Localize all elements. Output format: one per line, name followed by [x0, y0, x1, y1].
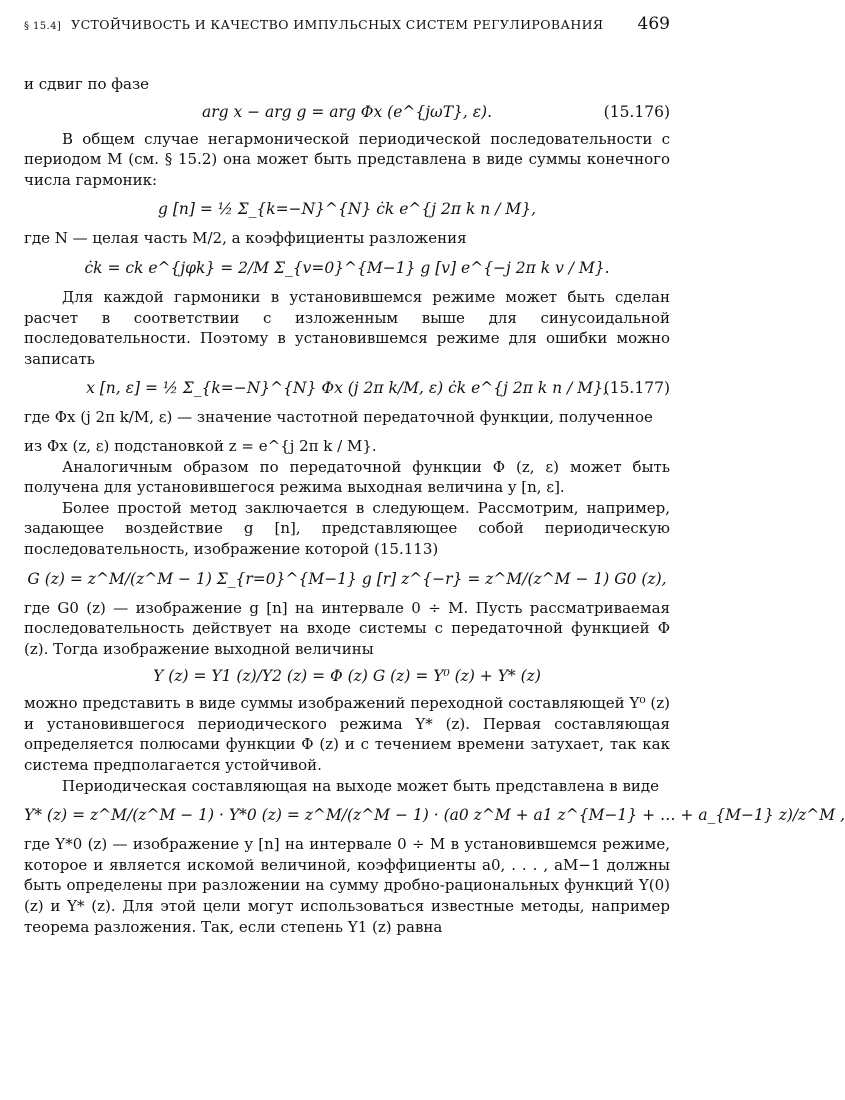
equation-text: Y (z) = Y1 (z)/Y2 (z) = Φ (z) G (z) = Y⁰ (z) + Y* (z) [153, 667, 541, 686]
equation-number: (15.176) [603, 102, 670, 121]
page [24, 14, 845, 937]
paragraph-1: и сдвиг по фазе [24, 75, 150, 93]
running-header [24, 14, 670, 34]
paragraph-3: где N — целая часть M/2, а коэффициенты разложения [24, 229, 467, 248]
page-number: 469 [637, 14, 670, 34]
equation-Y-star [24, 806, 845, 825]
header-left [24, 17, 603, 32]
paragraph-8: где G0 (z) — изображение g [n] на интервале 0 ÷ M. Пусть рассматриваемая последовательность действует на входе системы с передаточной функцией Φ (z). Тогда изображение выходной величины [24, 598, 670, 658]
equation-text: G (z) = z^M/(z^M − 1) Σ_{r=0}^{M−1} g [r] z^{−r} = z^M/(z^M − 1) G0 (z), [27, 569, 667, 588]
paragraph-4: Для каждой гармоники в установившемся режиме может быть сделан расчет в соответствии с изложенным выше для синусоидальной последовательности. Поэтому в установившемся режиме для ошибки можно записать [24, 287, 670, 368]
equation-G [24, 570, 670, 588]
equation-g-sum [24, 200, 670, 218]
equation-Y [24, 667, 670, 685]
equation-text: arg x − arg g = arg Φx (e^{jωT}, ε). [201, 102, 493, 121]
paragraph-5a: где Φx (j 2π k/M, ε) — значение частотной передаточной функции, полученное [24, 408, 653, 427]
paragraph-6: Аналогичным образом по передаточной функции Φ (z, ε) может быть получена для установившегося режима выходная величина y [n, ε]. [24, 457, 670, 497]
equation-text: g [n] = ½ Σ_{k=−N}^{N} ċk e^{j 2π k n / M}, [157, 200, 537, 219]
paragraph-10: Периодическая составляющая на выходе может быть представлена в виде [62, 776, 660, 795]
paragraph-2: В общем случае негармонической периодической последовательности с периодом M (см. § 15.2) она может быть представлена в виде суммы конечного числа гармоник: [24, 129, 670, 189]
paragraph-7: Более простой метод заключается в следующем. Рассмотрим, например, задающее воздействие g [n], представляющее собой периодическую последовательность, изображение которой (15.113) [24, 498, 670, 558]
equation-number: (15.177) [603, 379, 670, 398]
equation-text: Y* (z) = z^M/(z^M − 1) · Y*0 (z) = z^M/(z^M − 1) · (a0 z^M + a1 z^{M−1} + … + a_{M−1} z)/z^M , [24, 806, 845, 825]
header-title: УСТОЙЧИВОСТЬ И КАЧЕСТВО ИМПУЛЬСНЫХ СИСТЕМ РЕГУЛИРОВАНИЯ [71, 17, 604, 32]
paragraph-11: где Y*0 (z) — изображение y [n] на интервале 0 ÷ M в установившемся режиме, которое и является искомой величиной, коэффициенты a0, . . . , aM−1 должны быть определены при разложении на сумму дробно-рациональных функций Y(0) (z) и Y* (z). Для этой цели могут использоваться известные методы, например теорема разложения. Так, если степень Y1 (z) равна [24, 835, 670, 936]
paragraph-5b: из Φx (z, ε) подстановкой z = e^{j 2π k / M}. [24, 436, 377, 455]
equation-text: ċk = ck e^{jφk} = 2/M Σ_{v=0}^{M−1} g [v] e^{−j 2π k v / M}. [84, 258, 610, 277]
paragraph-9: можно представить в виде суммы изображений переходной составляющей Y⁰ (z) и установившегося периодического режима Y* (z). Первая составляющая определяется полюсами функции Φ (z) и с течением времени затухает, так как система предполагается устойчивой. [24, 694, 670, 775]
section-ref: § 15.4] [24, 21, 62, 32]
equation-text: x [n, ε] = ½ Σ_{k=−N}^{N} Φx (j 2π k/M, ε) ċk e^{j 2π k n / M}, [86, 379, 608, 398]
equation-15-176 [24, 103, 670, 121]
equation-15-177 [24, 379, 670, 397]
equation-coefficients [24, 259, 670, 277]
